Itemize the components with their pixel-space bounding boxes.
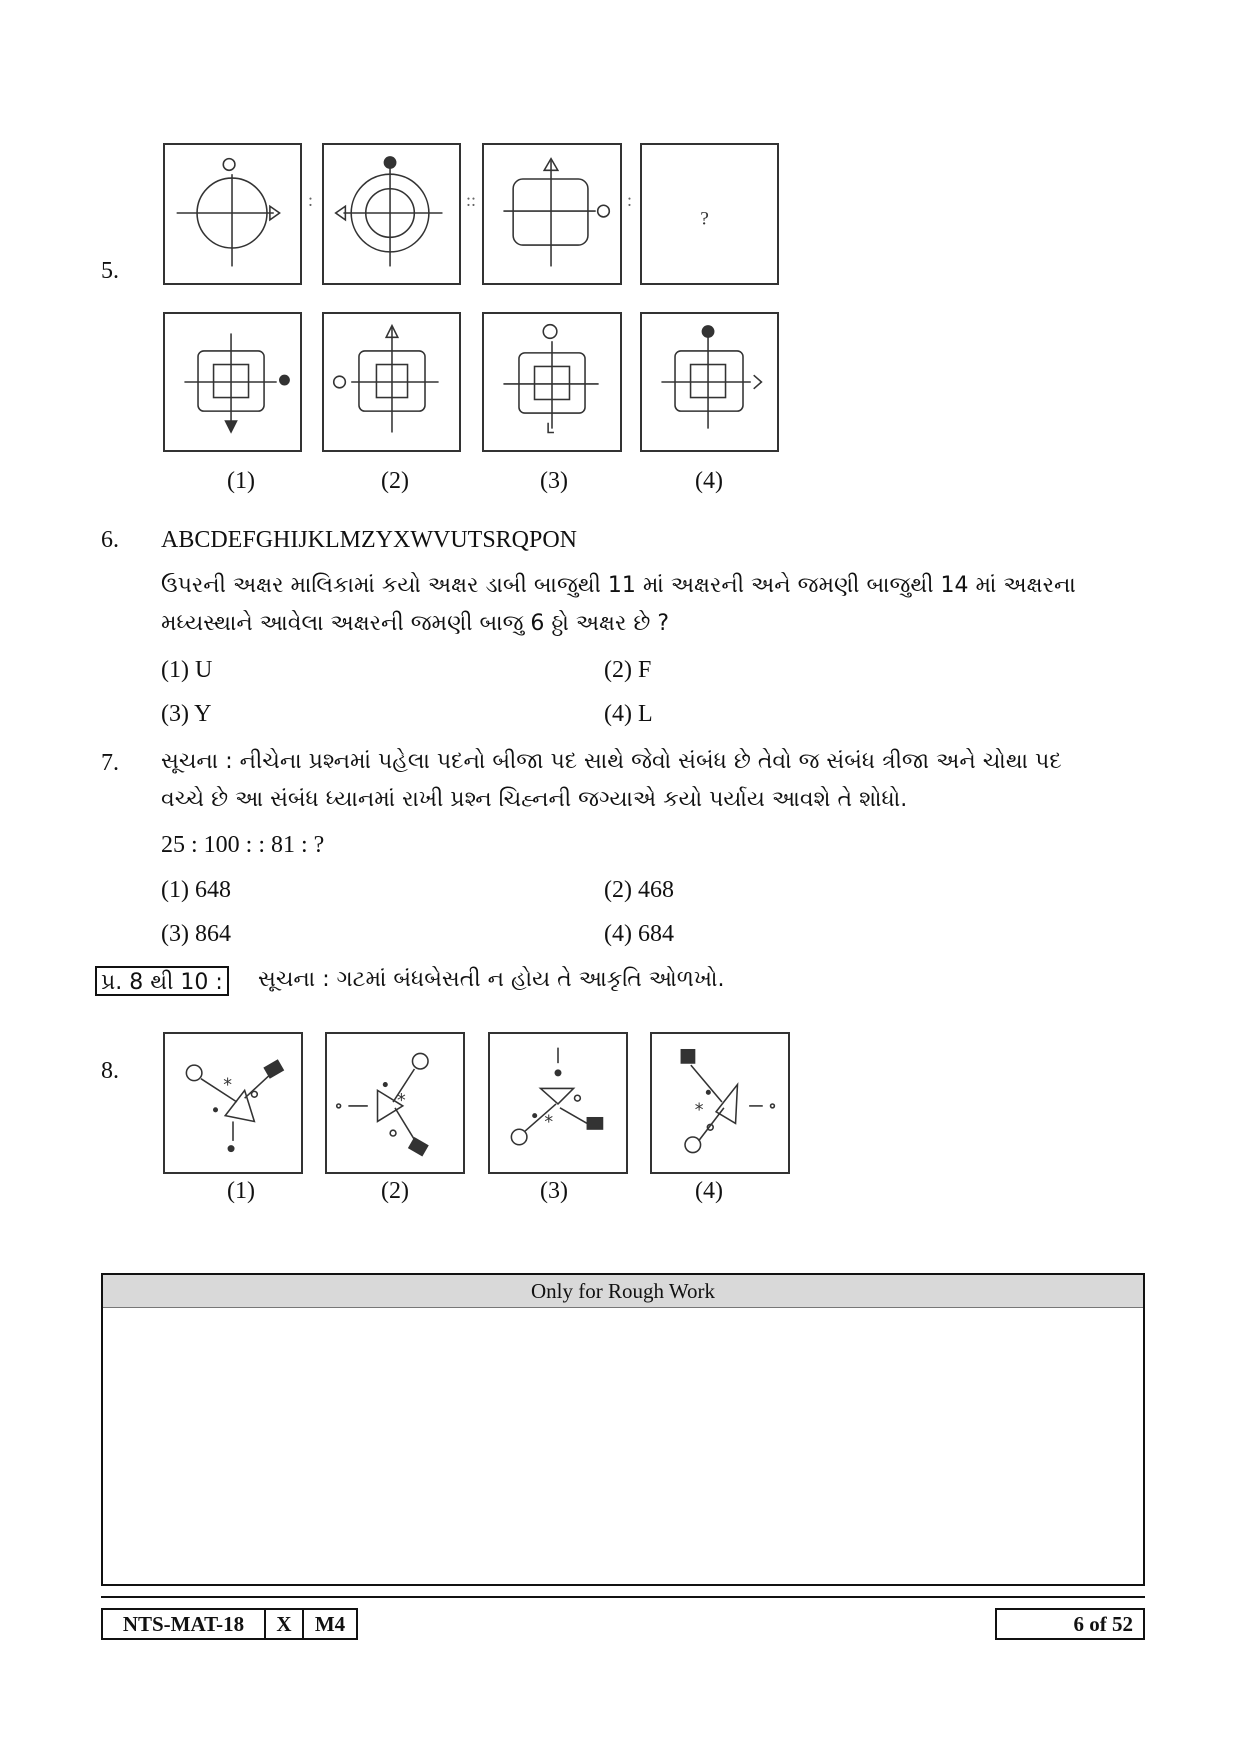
svg-text:*: * [544,1112,554,1133]
ratio-separator: : [627,190,633,210]
q8-option-3-label: (3) [540,1178,568,1204]
q6-letter-series: ABCDEFGHIJKLMZYXWVUTSRQPON [161,527,578,553]
footer-exam-code: NTS-MAT-18 [101,1608,266,1640]
q8-option-2-label: (2) [381,1178,409,1204]
svg-text:*: * [396,1090,406,1111]
q7-question-line-1: સૂચના : નીચેના પ્રશ્નમાં પહેલા પદનો બીજા પદ સાથે જેવો સંબંધ છે તેવો જ સંબંધ ત્રીજા અને ચોથા પદ [161,749,1062,774]
q5-option-4-label: (4) [695,468,723,494]
q8-figure-4[interactable] [650,1032,790,1174]
ratio-separator: :: [466,190,477,210]
q6-option-3[interactable]: (3) Y [161,701,212,727]
rough-work-title: Only for Rough Work [103,1275,1143,1308]
question-7-number: 7. [101,750,119,776]
q8-figure-3[interactable] [488,1032,628,1174]
q7-question-line-2: વચ્ચે છે આ સંબંધ ધ્યાનમાં રાખી પ્રશ્ન ચિહ્નની જગ્યાએ કયો પર્યાય આવશે તે શોધો. [161,787,908,812]
q6-option-2[interactable]: (2) F [604,657,652,683]
svg-text:*: * [223,1075,233,1096]
q8-figure-2[interactable] [325,1032,465,1174]
q5-option-3-label: (3) [540,468,568,494]
rough-work-box[interactable] [101,1273,1145,1586]
q7-expression: 25 : 100 : : 81 : ? [161,832,325,858]
q5-question-mark: ? [700,208,709,230]
question-6-number: 6. [101,527,119,553]
footer-class: X [264,1608,304,1640]
q5-problem-figure-3 [482,143,622,285]
q8-option-4-label: (4) [695,1178,723,1204]
q6-question-line-1: ઉપરની અક્ષર માલિકામાં કયો અક્ષર ડાબી બાજુથી 11 માં અક્ષરની અને જમણી બાજુથી 14 માં અક્ષરના [161,573,1076,598]
ratio-separator: : [308,190,314,210]
svg-text:*: * [694,1100,704,1121]
q6-option-1[interactable]: (1) U [161,657,213,683]
q5-answer-figure-1[interactable] [163,312,302,452]
question-8-number: 8. [101,1058,119,1084]
q6-question-line-2: મધ્યસ્થાને આવેલા અક્ષરની જમણી બાજુ 6 ઠ્ઠો અક્ષર છે ? [161,611,670,636]
q5-answer-figure-2[interactable] [322,312,461,452]
question-5-number: 5. [101,258,119,284]
q7-option-3[interactable]: (3) 864 [161,921,231,947]
section-instruction: સૂચના : ગટમાં બંધબેસતી ન હોય તે આકૃતિ ઓળખો. [258,967,725,992]
q6-option-4[interactable]: (4) L [604,701,653,727]
q5-problem-figure-2 [322,143,461,285]
q8-figure-1[interactable] [163,1032,303,1174]
q5-option-2-label: (2) [381,468,409,494]
q5-problem-figure-1 [163,143,302,285]
section-range-label: પ્ર. 8 થી 10 : [95,966,229,996]
q5-problem-figure-4 [640,143,779,285]
q8-option-1-label: (1) [227,1178,255,1204]
footer-set: M4 [302,1608,358,1640]
footer-divider [101,1596,1145,1598]
q7-option-2[interactable]: (2) 468 [604,877,674,903]
q5-option-1-label: (1) [227,468,255,494]
footer-page-number: 6 of 52 [995,1608,1145,1640]
q7-option-4[interactable]: (4) 684 [604,921,674,947]
q5-answer-figure-3[interactable] [482,312,622,452]
q5-answer-figure-4[interactable] [640,312,779,452]
q7-option-1[interactable]: (1) 648 [161,877,231,903]
